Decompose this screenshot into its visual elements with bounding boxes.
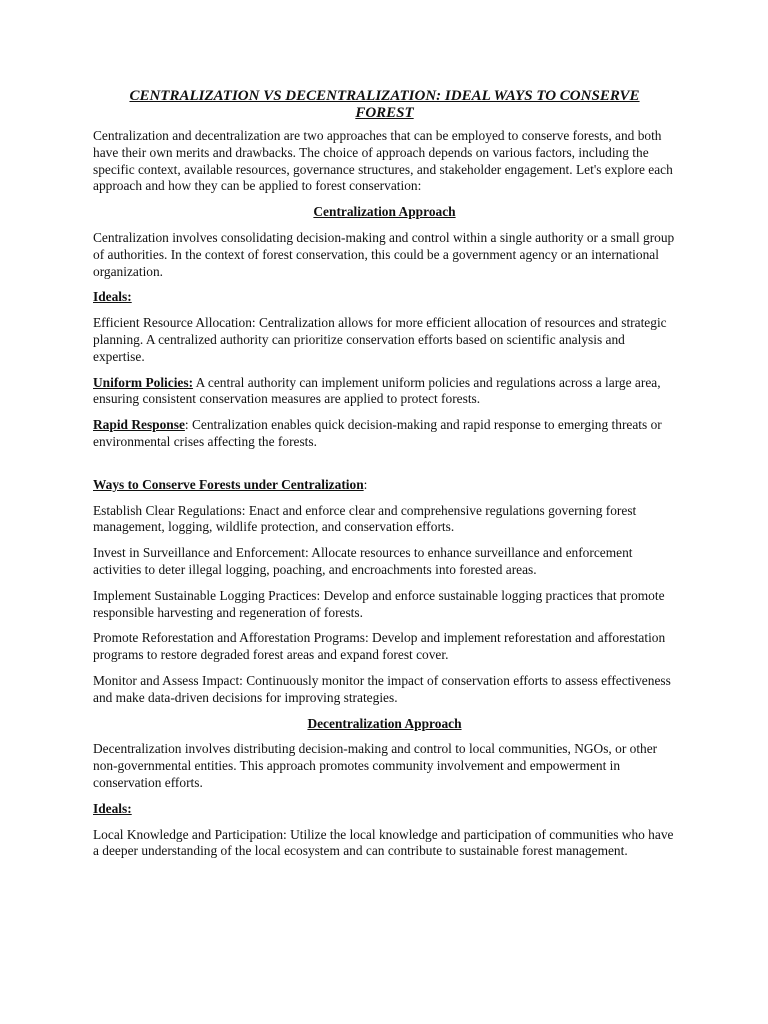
title-line-2: FOREST bbox=[355, 105, 414, 121]
centralization-ideal-3 bbox=[93, 417, 676, 451]
centralization-ideals-label: Ideals: bbox=[93, 289, 132, 305]
centralization-description: Centralization involves consolidating decision-making and control within a single authority or a small group of authorities. In the context of forest conservation, this could be a government agency or an international organization. bbox=[93, 229, 675, 279]
way-2: Invest in Surveillance and Enforcement: Allocate resources to enhance surveillance and enforcement activities to deter illegal logging, poaching, and encroachments into forested areas. bbox=[93, 545, 633, 577]
ideal-3-term: Rapid Response bbox=[93, 417, 185, 433]
way-3: Implement Sustainable Logging Practices: Develop and enforce sustainable logging practices that promote responsible harvesting and regeneration of forests. bbox=[93, 587, 665, 620]
ideal-2-text: A central authority can implement uniform policies and regulations across a large area, ensuring consistent conservation measures are applied to protect forests. bbox=[93, 374, 661, 407]
way-4: Promote Reforestation and Afforestation Programs: Develop and implement reforestation and afforestation programs to restore degraded forest areas and expand forest cover. bbox=[93, 630, 666, 663]
decentralization-ideal-1: Local Knowledge and Participation: Utilize the local knowledge and participation of communities who have a deeper understanding of the local ecosystem and can contribute to sustainable forest management. bbox=[93, 826, 674, 859]
decentralization-ideals-label: Ideals: bbox=[93, 800, 132, 816]
way-5: Monitor and Assess Impact: Continuously monitor the impact of conservation efforts to assess effectiveness and make data-driven decisions for improving strategies. bbox=[93, 672, 671, 705]
document-title bbox=[93, 88, 676, 122]
centralization-ideal-2 bbox=[93, 375, 676, 409]
decentralization-description: Decentralization involves distributing decision-making and control to local communities, NGOs, or other non-governmental entities. This approach promotes community involvement and empowerment in conservation efforts. bbox=[93, 741, 658, 790]
way-1: Establish Clear Regulations: Enact and enforce clear and comprehensive regulations governing forest management, logging, wildlife protection, and conservation efforts. bbox=[93, 502, 637, 535]
ideal-2-term: Uniform Policies: bbox=[93, 374, 194, 390]
centralization-ideal-1: Efficient Resource Allocation: Centralization allows for more efficient allocation of resources and strategic planning. A centralized authority can prioritize conservation efforts based on scientific analysis and expertise. bbox=[93, 315, 667, 364]
ideal-3-text: : Centralization enables quick decision-making and rapid response to emerging threats or environmental crises affecting the forests. bbox=[93, 417, 662, 449]
decentralization-heading: Decentralization Approach bbox=[307, 715, 462, 731]
ways-label: Ways to Conserve Forests under Centralization bbox=[93, 476, 364, 492]
ways-colon: : bbox=[363, 476, 368, 492]
section-spacer bbox=[93, 460, 676, 477]
title-line-1: CENTRALIZATION VS DECENTRALIZATION: IDEAL WAYS TO CONSERVE bbox=[129, 88, 640, 104]
intro-paragraph: Centralization and decentralization are two approaches that can be employed to conserve forests, and both have their own merits and drawbacks. The choice of approach depends on various factors, including the specific context, available resources, governance structures, and stakeholder engagement. Let's explore each approach and how they can be applied to forest conservation: bbox=[93, 128, 673, 194]
ways-label-line bbox=[93, 477, 676, 494]
centralization-heading: Centralization Approach bbox=[313, 204, 456, 220]
